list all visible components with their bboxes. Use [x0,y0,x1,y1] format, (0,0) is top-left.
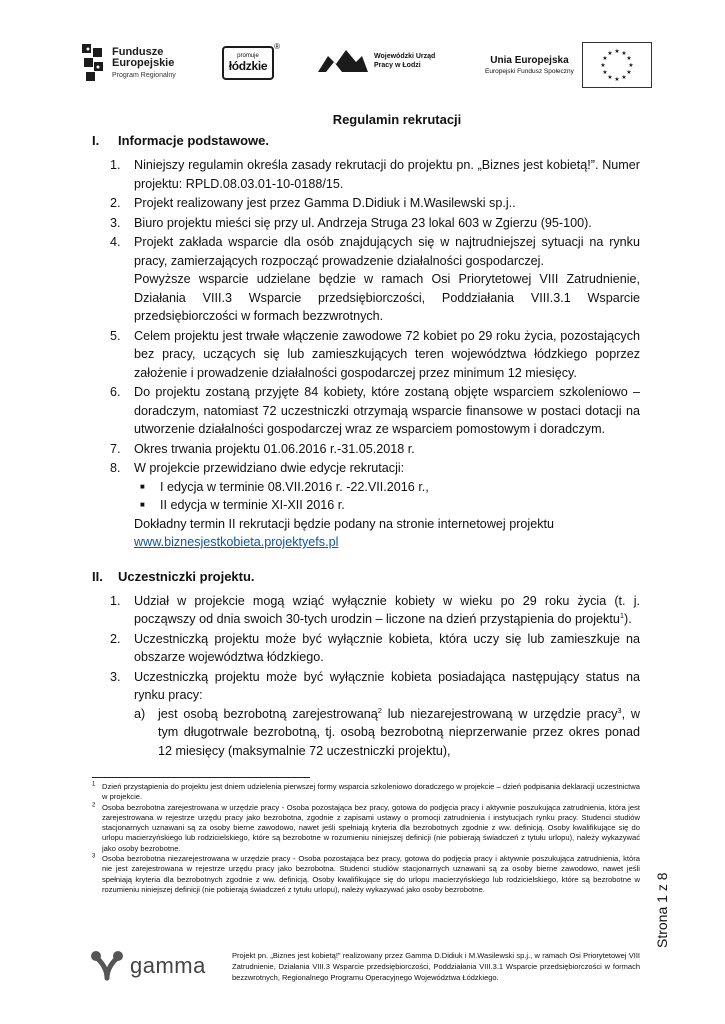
fe-line1: Fundusze [112,45,164,58]
list-item: 7. Okres trwania projektu 01.06.2016 r.-31.05.2018 r. [110,441,415,456]
list-item: 2. Projekt realizowany jest przez Gamma D.Didiuk i M.Wasilewski sp.j.. [110,196,516,210]
footnote-ref[interactable]: 3 [617,705,622,715]
footnote: $^2$ Osoba bezrobotna zarejestrowana w urzędzie pracy - Osoba pozostająca bez pracy, gotowa do podjęcia pracy i aktywnie poszukująca zatrudnienia, która jest zarejestrowana w rejestrze urzędu pracy jako bezrobotna, zgodnie z zapisami ustawy o promocji zatrudnienia i instytucjach rynku pracy. Studenci studiów stacjonarnych uznawani są za osoby bierne zawodowo, nawet jeśli spełniają kryteria dla bezrobotnych zgodnie z ww. definicją. Osoby kwalifikujące się do urlopu macierzyńskiego lub rodzicielskiego, które są bezrobotne w rozumieniu niniejszej definicji (nie pobierają świadczeń z tytułu urlopu), należy wykazywać jako osoby bezrobotne. [92,802,640,853]
svg-text:★: ★ [626,55,632,62]
fe-line2: Europejskie [112,57,175,70]
fundusze-europejskie-logo [80,42,176,84]
unia-europejska-logo [485,42,652,88]
gamma-logo-text: gamma [130,953,206,978]
list-item: 6. Do projektu zostaną przyjęte 84 kobiety, które zostaną objęte wsparciem szkoleniowo – doradczym, natomiast 72 uczestniczki otrzymają wsparcie finansowe w postaci dotacji na utworzenie działalności gospodarczej wraz ze wsparciem pomostowym i doradczym. [110,385,640,436]
list-item: 2. Uczestniczką projektu może być wyłącznie kobieta, która uczy się lub zamieszkuje na obszarze województwa łódzkiego. [110,631,640,664]
ue-line1: Unia Europejska [490,55,569,66]
document-body [92,112,640,761]
wup-mountains-icon [318,48,368,74]
sub-item: a) jest osobą bezrobotną zarejestrowaną$^2$ lub niezarejestrowaną w urzędzie pracy$^3$, w tym długotrwale bezrobotną, tj. osobą bezrobotną nieprzerwanie przez okres ponad 12 miesięcy (maksymalnie 72 uczestniczki projektu), [134,705,640,758]
header-logos [80,38,665,90]
svg-text:★: ★ [628,62,634,69]
footer-text: Projekt pn. „Biznes jest kobietą!” realizowany przez Gamma D.Didiuk i M.Wasilewski sp.j., w ramach Osi Priorytetowej VIII Zatrudnienie, Działania VIII.3 Wsparcie przedsiębiorczości, Poddziałania VIII.3.1 Wsparcie przedsiębiorczości w formach bezzwrotnych, Regionalnego Programu Operacyjnego Województwa Łódzkiego. [232,951,640,982]
section-2-heading [92,567,640,586]
project-website-link[interactable]: www.biznesjestkobieta.projektyefs.pl [134,535,339,549]
svg-text:★: ★ [607,74,613,81]
wup-line1: Wojewódzki Urząd [374,53,436,60]
ue-line2: Europejski Fundusz Społeczny [485,68,574,75]
list-item: 8. W projekcie przewidziano dwie edycje rekrutacji: ■ I edycja w terminie 08.VII.2016 r. -22.VII.2016 r., ■ II edycja w terminie XI-XII 2016 r. Dokładny termin II rekrutacji będzie podany na stronie internetowej projektu www.biznesjestkobieta.projektyefs.pl [92,459,640,552]
section-2-list [92,592,640,761]
section-1 [92,131,640,552]
gamma-mark-icon [90,950,124,982]
list-item: 4. Projekt zakłada wsparcie dla osób znajdujących się w najtrudniejszej sytuacji na rynku pracy, zamierzających rozpocząć prowadzenie działalności gospodarczej. Powyższe wsparcie udzielane będzie w ramach Osi Priorytetowej VIII Zatrudnienie, Działania VIII.3 Wsparcie przedsiębiorczości, Poddziałania VIII.3.1 Wsparcie przedsiębiorczości w formach bezzwrotnych. [110,235,640,323]
edition-item: ■ I edycja w terminie 08.VII.2016 r. -22.VII.2016 r., [134,478,640,497]
wup-line2: Pracy w Łodzi [374,62,421,69]
document-title: Regulamin rekrutacji [332,112,462,127]
footnote: $^1$ Dzień przystąpienia do projektu jest dniem udzielenia pierwszej formy wsparcia szkoleniowo doradczego w projekcie – dzień podpisania deklaracji uczestnictwa w projekcie. [92,781,640,802]
footnote-separator [92,777,310,778]
section-2 [92,567,640,761]
section-2-number: II. [92,568,103,584]
svg-text:★: ★ [621,74,627,81]
list-item: 3. Uczestniczką projektu może być wyłącznie kobieta posiadająca następujący status na rynku pracy: a) jest osobą bezrobotną zarejestrowaną$^2$ lub niezarejestrowaną w urzędzie pracy$^3$, w tym długotrwale bezrobotną, tj. osobą bezrobotną nieprzerwanie przez okres ponad 12 miesięcy (maksymalnie 72 uczestniczki projektu), [92,668,640,761]
svg-text:★: ★ [607,50,613,57]
eu-flag-icon [582,42,652,88]
svg-text:★: ★ [602,55,608,62]
fe-line3: Program Regionalny [112,71,176,79]
gamma-logo [90,950,206,982]
lodz-big-text: łódzkie [228,59,268,73]
section-1-list [92,156,640,552]
registered-mark: ® [274,42,280,51]
edition-item: ■ II edycja w terminie XI-XII 2016 r. [134,496,640,515]
footnote-ref[interactable]: 2 [377,705,382,715]
square-bullet-icon: ■ [140,500,145,509]
svg-text:★: ★ [626,69,632,76]
list-item: 1. Niniejszy regulamin określa zasady rekrutacji do projektu pn. „Biznes jest kobietą!”. Numer projektu: RPLD.08.03.01-10-0188/15. [110,158,640,191]
svg-text:★: ★ [614,48,620,55]
svg-text:★: ★ [602,69,608,76]
section-1-heading [92,131,640,150]
footnote-ref[interactable]: 1 [619,610,625,620]
section-1-title: Informacje podstawowe. [118,133,269,148]
square-bullet-icon: ■ [140,481,145,491]
footnote: $^3$ Osoba bezrobotna niezarejestrowana w urzędzie pracy - Osoba pozostająca bez pracy, gotowa do podjęcia pracy i aktywnie poszukująca zatrudnienia, która nie jest zarejestrowana w rejestrze urzędu pracy jako bezrobotna. Studenci studiów stacjonarnych uznawani są za osoby bierne zawodowo, nawet jeśli spełniają kryteria dla bezrobotnych zgodnie z ww. definicją. Osoby kwalifikujące się do urlopu macierzyńskiego lub rodzicielskiego, które są bezrobotne w rozumieniu niniejszej definicji (nie pobierają świadczeń z tytułu urlopu), należy wykazywać jako osoby bezrobotne. [92,853,640,894]
list-item: 1. Udział w projekcie mogą wziąć wyłącznie kobiety w wieku po 29 roku życia (t. j. począwszy od dnia swoich 30-tych urodzin – liczone na dzień przystąpienia do projektu$^1$). [110,593,640,626]
svg-text:★: ★ [600,62,606,69]
list-item: 3. Biuro projektu mieści się przy ul. Andrzeja Struga 23 lokal 603 w Zgierzu (95-100). [110,215,592,230]
section-1-number: I. [92,133,100,148]
fe-stars-icon [80,42,106,84]
edition-list [134,478,640,515]
footnotes [92,782,640,895]
list-item: 5. Celem projektu jest trwałe włączenie zawodowe 72 kobiet po 29 roku życia, pozostających bez pracy, uczących się lub zamieszkujących teren województwa łódzkiego poprzez założenie i prowadzenie działalności gospodarczej przez minimum 12 miesięcy. [110,328,640,380]
section-2-title: Uczestniczki projektu. [118,568,255,584]
svg-text:★: ★ [621,50,627,57]
page-number: Strona 1 z 8 [654,872,670,948]
lodzkie-logo [222,42,280,80]
wup-logo [318,48,435,74]
svg-text:★: ★ [614,76,620,83]
lodz-small-text: promuje [237,53,259,59]
